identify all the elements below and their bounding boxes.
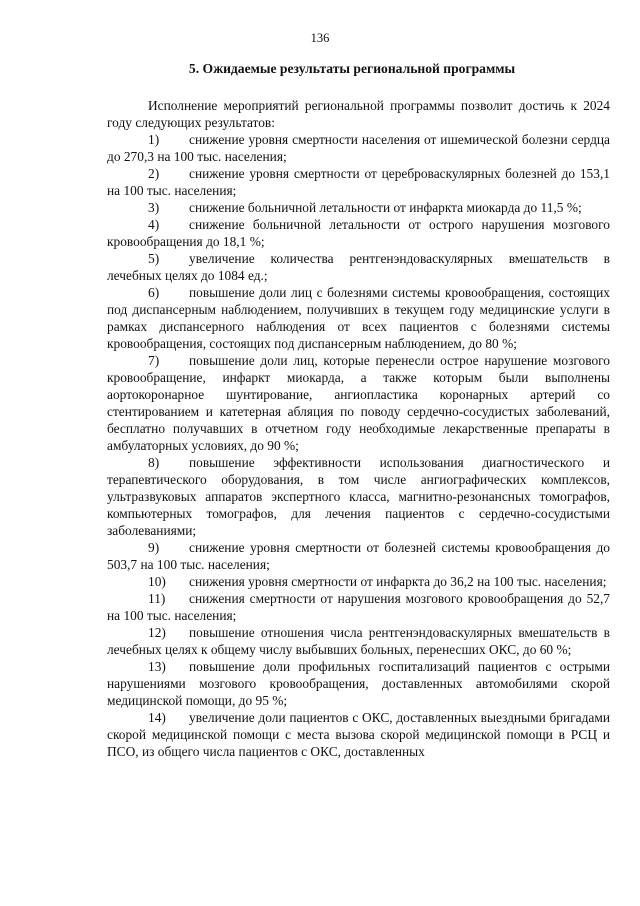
list-item [107,590,610,624]
list-item-text: увеличение доли пациентов с ОКС, доставленных выездными бригадами скорой медицинской помощи с места вызова скорой медицинской помощи в РСЦ и ПСО, из общего числа пациентов с ОКС, доставленных [107,710,610,759]
list-item-number: 12) [148,625,166,640]
section-title: 5. Ожидаемые результаты региональной программы [188,61,516,76]
list-item [107,454,610,539]
list-item-text: повышение доли профильных госпитализаций пациентов с острыми нарушениями мозгового кровообращения, доставленных автомобилями скорой медицинской помощи, до 95 %; [107,659,610,708]
results-list [107,131,610,760]
list-item [107,539,610,573]
list-item-text: снижения смертности от нарушения мозгового кровообращения до 52,7 на 100 тыс. населения; [107,591,610,623]
list-item-number: 8) [148,455,160,470]
list-item-number: 14) [148,710,166,725]
list-item [107,352,610,454]
list-item-number: 13) [148,659,166,674]
list-item [107,658,610,709]
section-body [107,97,610,760]
list-item-text: повышение отношения числа рентгенэндоваскулярных вмешательств в лечебных целях к общему числу выбывших больных, перенесших ОКС, до 60 %; [107,625,610,657]
list-item-number: 1) [148,132,160,147]
list-item [107,624,610,658]
list-item-number: 2) [148,166,160,181]
list-item-text: снижение больничной летальности от острого нарушения мозгового кровообращения до 18,1 %; [107,217,610,249]
list-item-number: 4) [148,217,160,232]
list-item [107,284,610,352]
list-item [107,573,610,590]
list-item-text: снижения уровня смертности от инфаркта до 36,2 на 100 тыс. населения; [189,574,607,589]
list-item [107,131,610,165]
intro-paragraph: Исполнение мероприятий региональной программы позволит достичь к 2024 году следующих результатов: [107,98,610,130]
page-number: 136 [310,31,330,45]
list-item-text: снижение больничной летальности от инфаркта миокарда до 11,5 %; [189,200,582,215]
list-item-number: 7) [148,353,160,368]
list-item-text: увеличение количества рентгенэндоваскулярных вмешательств в лечебных целях до 1084 ед.; [107,251,610,283]
list-item-number: 11) [148,591,166,606]
list-item-number: 5) [148,251,160,266]
list-item [107,199,610,216]
list-item-number: 6) [148,285,160,300]
list-item-text: снижение уровня смертности от болезней системы кровообращения до 503,7 на 100 тыс. населения; [107,540,610,572]
list-item-number: 10) [148,574,166,589]
list-item [107,709,610,760]
list-item-text: снижение уровня смертности населения от ишемической болезни сердца до 270,3 на 100 тыс. населения; [107,132,610,164]
list-item [107,165,610,199]
list-item [107,216,610,250]
list-item-text: повышение эффективности использования диагностического и терапевтического оборудования, в том числе ангиографических комплексов, ультразвуковых аппаратов экспертного класса, магнитно-резонансных томографов, компьютерных томографов, для лечения пациентов с сердечно-сосудистыми заболеваниями; [107,455,610,538]
list-item-number: 3) [148,200,160,215]
list-item-number: 9) [148,540,160,555]
list-item-text: повышение доли лиц с болезнями системы кровообращения, состоящих под диспансерным наблюдением, получивших в текущем году медицинские услуги в рамках диспансерного наблюдения от всех пациентов с болезнями системы кровообращения, состоящих под диспансерным наблюдением, до 80 %; [107,285,610,351]
list-item-text: повышение доли лиц, которые перенесли острое нарушение мозгового кровообращение, инфаркт миокарда, а также которым были выполнены аортокоронарное шунтирование, ангиопластика коронарных артерий со стентированием и катетерная абляция по поводу сердечно-сосудистых заболеваний, бесплатно получавших в отчетном году необходимые лекарственные препараты в амбулаторных условиях, до 90 %; [107,353,610,453]
list-item-text: снижение уровня смертности от цереброваскулярных болезней до 153,1 на 100 тыс. населения; [107,166,610,198]
list-item [107,250,610,284]
